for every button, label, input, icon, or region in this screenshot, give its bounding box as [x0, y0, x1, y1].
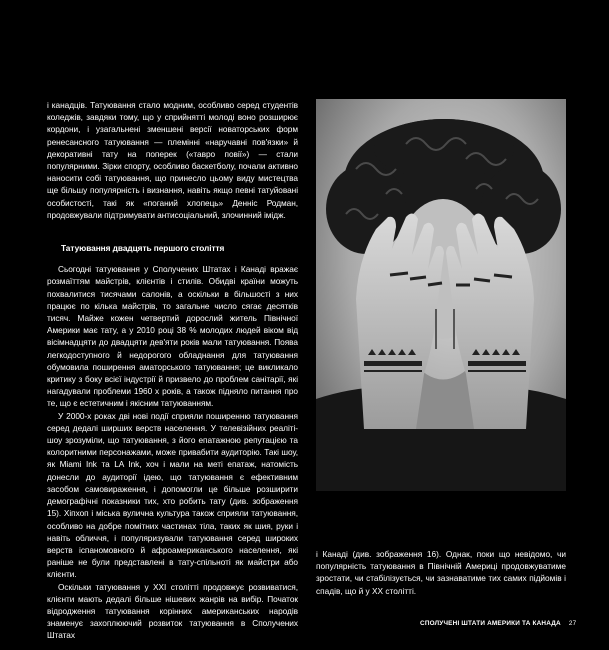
section-heading: Татуювання двадцять першого століття: [61, 243, 225, 254]
running-title: СПОЛУЧЕНІ ШТАТИ АМЕРИКИ ТА КАНАДА: [420, 620, 561, 627]
tattooed-hands-photo: [316, 99, 566, 491]
photo-illustration: [316, 99, 566, 491]
intro-paragraph: і канадців. Татуювання стало модним, особливо серед студентів коледжів, завдяки тому, що у сприйнятті молоді воно розширює кордони, і узагальнені зменшені версії новаторських форм ренесансного татуювання — племінні «наручавні пов'язки» й декоративні тату на поперек («тавро повії») — стали популярними. Зірки спорту, особливо баскетболу, почали активно наносити собі татуювання, що принесло цьому виду мистецтва ще більшу популярність і визнання, навіть якщо певні татуйовані особистості, такі як «поганий хлопець» Денніс Родман, продовжували підтримувати антисоціальний, злочинний імідж.: [47, 100, 298, 220]
page-number: 27: [568, 620, 577, 627]
left-text-column: [47, 99, 298, 642]
page-footer: [420, 618, 577, 630]
right-text-column: [316, 548, 566, 597]
body-paragraph-1: Сьогодні татуювання у Сполучених Штатах і Канаді вражає розмаїттям майстрів, клієнтів і стилів. Обидві країни можуть похвалитися тисячами салонів, а оскільки в більшості з них працює по кілька майстрів, то загальне число сягає десятків тисяч. Майже кожен четвертий дорослий житель Північної Америки має тату, а у 2010 році 38 % молодих людей віком від вісімнадцяти до двадцяти дев'яти років мали татуювання. Поява легкодоступного й недорогого обладнання для татуювання обумовила поширення аматорського татуювання; це викликало критику з боку всієї індустрії й призвело до проблем санітарії, які нагадували проблеми 1960 х років, а також підняло питання про те, що є естетичним і якісним татуюванням.: [47, 264, 298, 409]
continuation-paragraph: і Канаді (див. зображення 16). Однак, поки що невідомо, чи популярність татуювання в Північній Америці продовжуватиме зростати, чи стабілізується, чи зазнаватиме тих самих підйомів і спадів, що й у XX столітті.: [316, 549, 566, 596]
body-paragraph-2: У 2000-х роках дві нові події сприяли поширенню татуювання серед дедалі ширших верств населення. У телевізійних реаліті-шоу зрозуміли, що татуювання, з його епатажною репутацією та колоритними персонажами, може привабити аудиторію. Такі шоу, як Miami Ink та LA Ink, хоч і мали на меті епатаж, натомість донесли до аудиторії ідею, що татуювання є ефективним засобом самовираження, і допомогли це більше розширити демографічні показники тих, хто робить тату (див. зображення 15). Хіпхоп і міська вулична культура також сприяли татуювання, особливо на добре помітних частинах тіла, таких як шия, руки і навіть обличчя, і популяризували татуювання серед широких верств іспаномовного й афроамериканського населення, які раніше не були представлені в тату-спільноті як майстри або клієнти.: [47, 410, 298, 580]
body-paragraph-3: Оскільки татуювання у XXI столітті продовжує розвиватися, клієнти мають дедалі більше нішевих жанрів на вибір. Початок відродження татуювання корінних американських народів знаменує захоплюючий розвиток татуювання в Сполучених Штатах: [47, 581, 298, 641]
